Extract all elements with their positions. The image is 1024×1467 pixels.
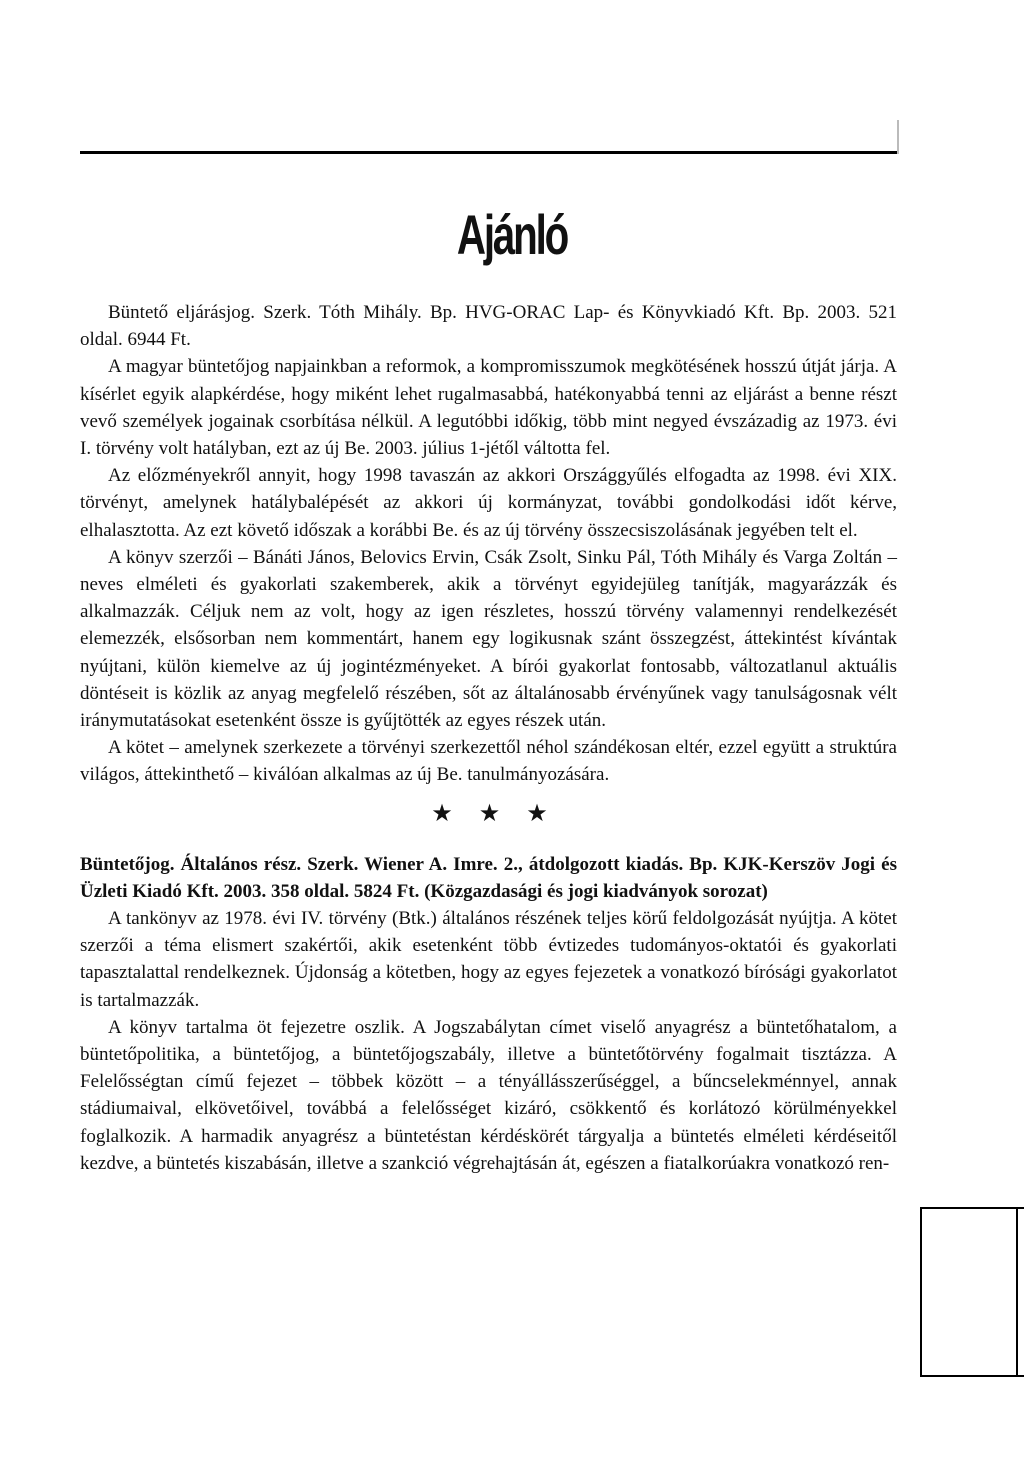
review-1-paragraph-2: Az előzményekről annyit, hogy 1998 tavaszán az akkori Országgyűlés elfogadta az 1998. évi XIX. törvényt, amelynek hatálybalépését az akkori új kormányzat, további gondolkodási időt kérve, elhalasztotta. Az ezt követő időszak a korábbi Be. és az új törvény összecsiszolásának jegyében telt el. (80, 465, 897, 541)
review-2-paragraph-1: A tankönyv az 1978. évi IV. törvény (Btk.) általános részének teljes körű feldolgozását nyújtja. A kötet szerzői a téma elismert szakértői, akik esetenként több évtizedes tudományos-oktatói és gyakorlati tapasztalattal rendelkeznek. Újdonság a kötetben, hogy az egyes fejezetek a vonatkozó bírósági gyakorlatot is tartalmazzák. (80, 908, 897, 1011)
section-separator-stars: ★ ★ ★ (431, 800, 558, 827)
review-1 (80, 299, 897, 789)
review-2-citation: Büntetőjog. Általános rész. Szerk. Wiener A. Imre. 2., átdolgozott kiadás. Bp. KJK-Kerszöv Jogi és Üzleti Kiadó Kft. 2003. 358 oldal. 5824 Ft. (Közgazdasági és jogi kiadványok sorozat) (80, 853, 897, 902)
review-1-paragraph-3: A könyv szerzői – Bánáti János, Belovics Ervin, Csák Zsolt, Sinku Pál, Tóth Mihály és Varga Zoltán – neves elméleti és gyakorlati szakemberek, akik a törvényt egyidejüleg tanítják, magyarázzák és alkalmazzák. Céljuk nem az volt, hogy az igen részletes, hosszú törvény valamennyi rendelkezését elemezzék, elsősorban nem kommentárt, hanem egy logikusnak szánt összegzést, áttekintést kívántak nyújtani, külön kiemelve az új jogintézményeket. A bírói gyakorlat fontosabb, változatlanul aktuális döntéseit is közlik az anyag megfelelő részében, sőt az általánosabb érvényűnek vagy tanulságosnak vélt iránymutatásokat esetenként össze is gyűjtötték az egyes részek után. (80, 546, 897, 732)
corner-mark (897, 120, 899, 154)
top-rule (80, 151, 897, 154)
article-body (80, 299, 897, 1177)
review-2-paragraph-2: A könyv tartalma öt fejezetre oszlik. A Jogszabálytan címet viselő anyagrész a büntetőhatalom, a büntetőpolitika, a büntetőjog, a büntetőjogszabály, illetve a büntetőtörvény fogalmait tisztázza. A Felelősségtan című fejezet – többek között – a tényállásszerűséggel, a bűncselekménnyel, annak stádiumaival, elkövetőivel, továbbá a felelősséget kizáró, csökkentő és korlátozó körülményekkel foglalkozik. A harmadik anyagrész a büntetéstan kérdéskörét tárgyalja a büntetés elméleti kérdéseitől kezdve, a büntetés kiszabásán, illetve a szankció végrehajtásán át, egészen a fiatalkorúakra vonatkozó ren- (80, 1016, 897, 1174)
review-1-paragraph-4: A kötet – amelynek szerkezete a törvényi szerkezettől néhol szándékosan eltér, ezzel együtt a struktúra világos, áttekinthető – kiválóan alkalmas az új Be. tanulmányozására. (80, 737, 897, 786)
review-1-paragraph-1: A magyar büntetőjog napjainkban a reformok, a kompromisszumok megkötésének hosszú útját járja. A kísérlet egyik alapkérdése, hogy miként lehet rugalmasabbá, hatékonyabbá tenni az eljárást a benne részt vevő személyek jogainak csorbítása nélkül. A legutóbbi időkig, több mint negyed évszázadig az 1973. évi I. törvény volt hatályban, ezt az új Be. 2003. július 1-jétől váltotta fel. (80, 356, 897, 460)
review-1-citation: Büntető eljárásjog. Szerk. Tóth Mihály. Bp. HVG-ORAC Lap- és Könyvkiadó Kft. Bp. 2003. 521 oldal. 6944 Ft. (80, 302, 897, 351)
review-2 (80, 851, 897, 1177)
margin-box (920, 1207, 1024, 1377)
margin-box-inner-line (1016, 1209, 1018, 1375)
page-title: Ajánló (456, 203, 568, 266)
